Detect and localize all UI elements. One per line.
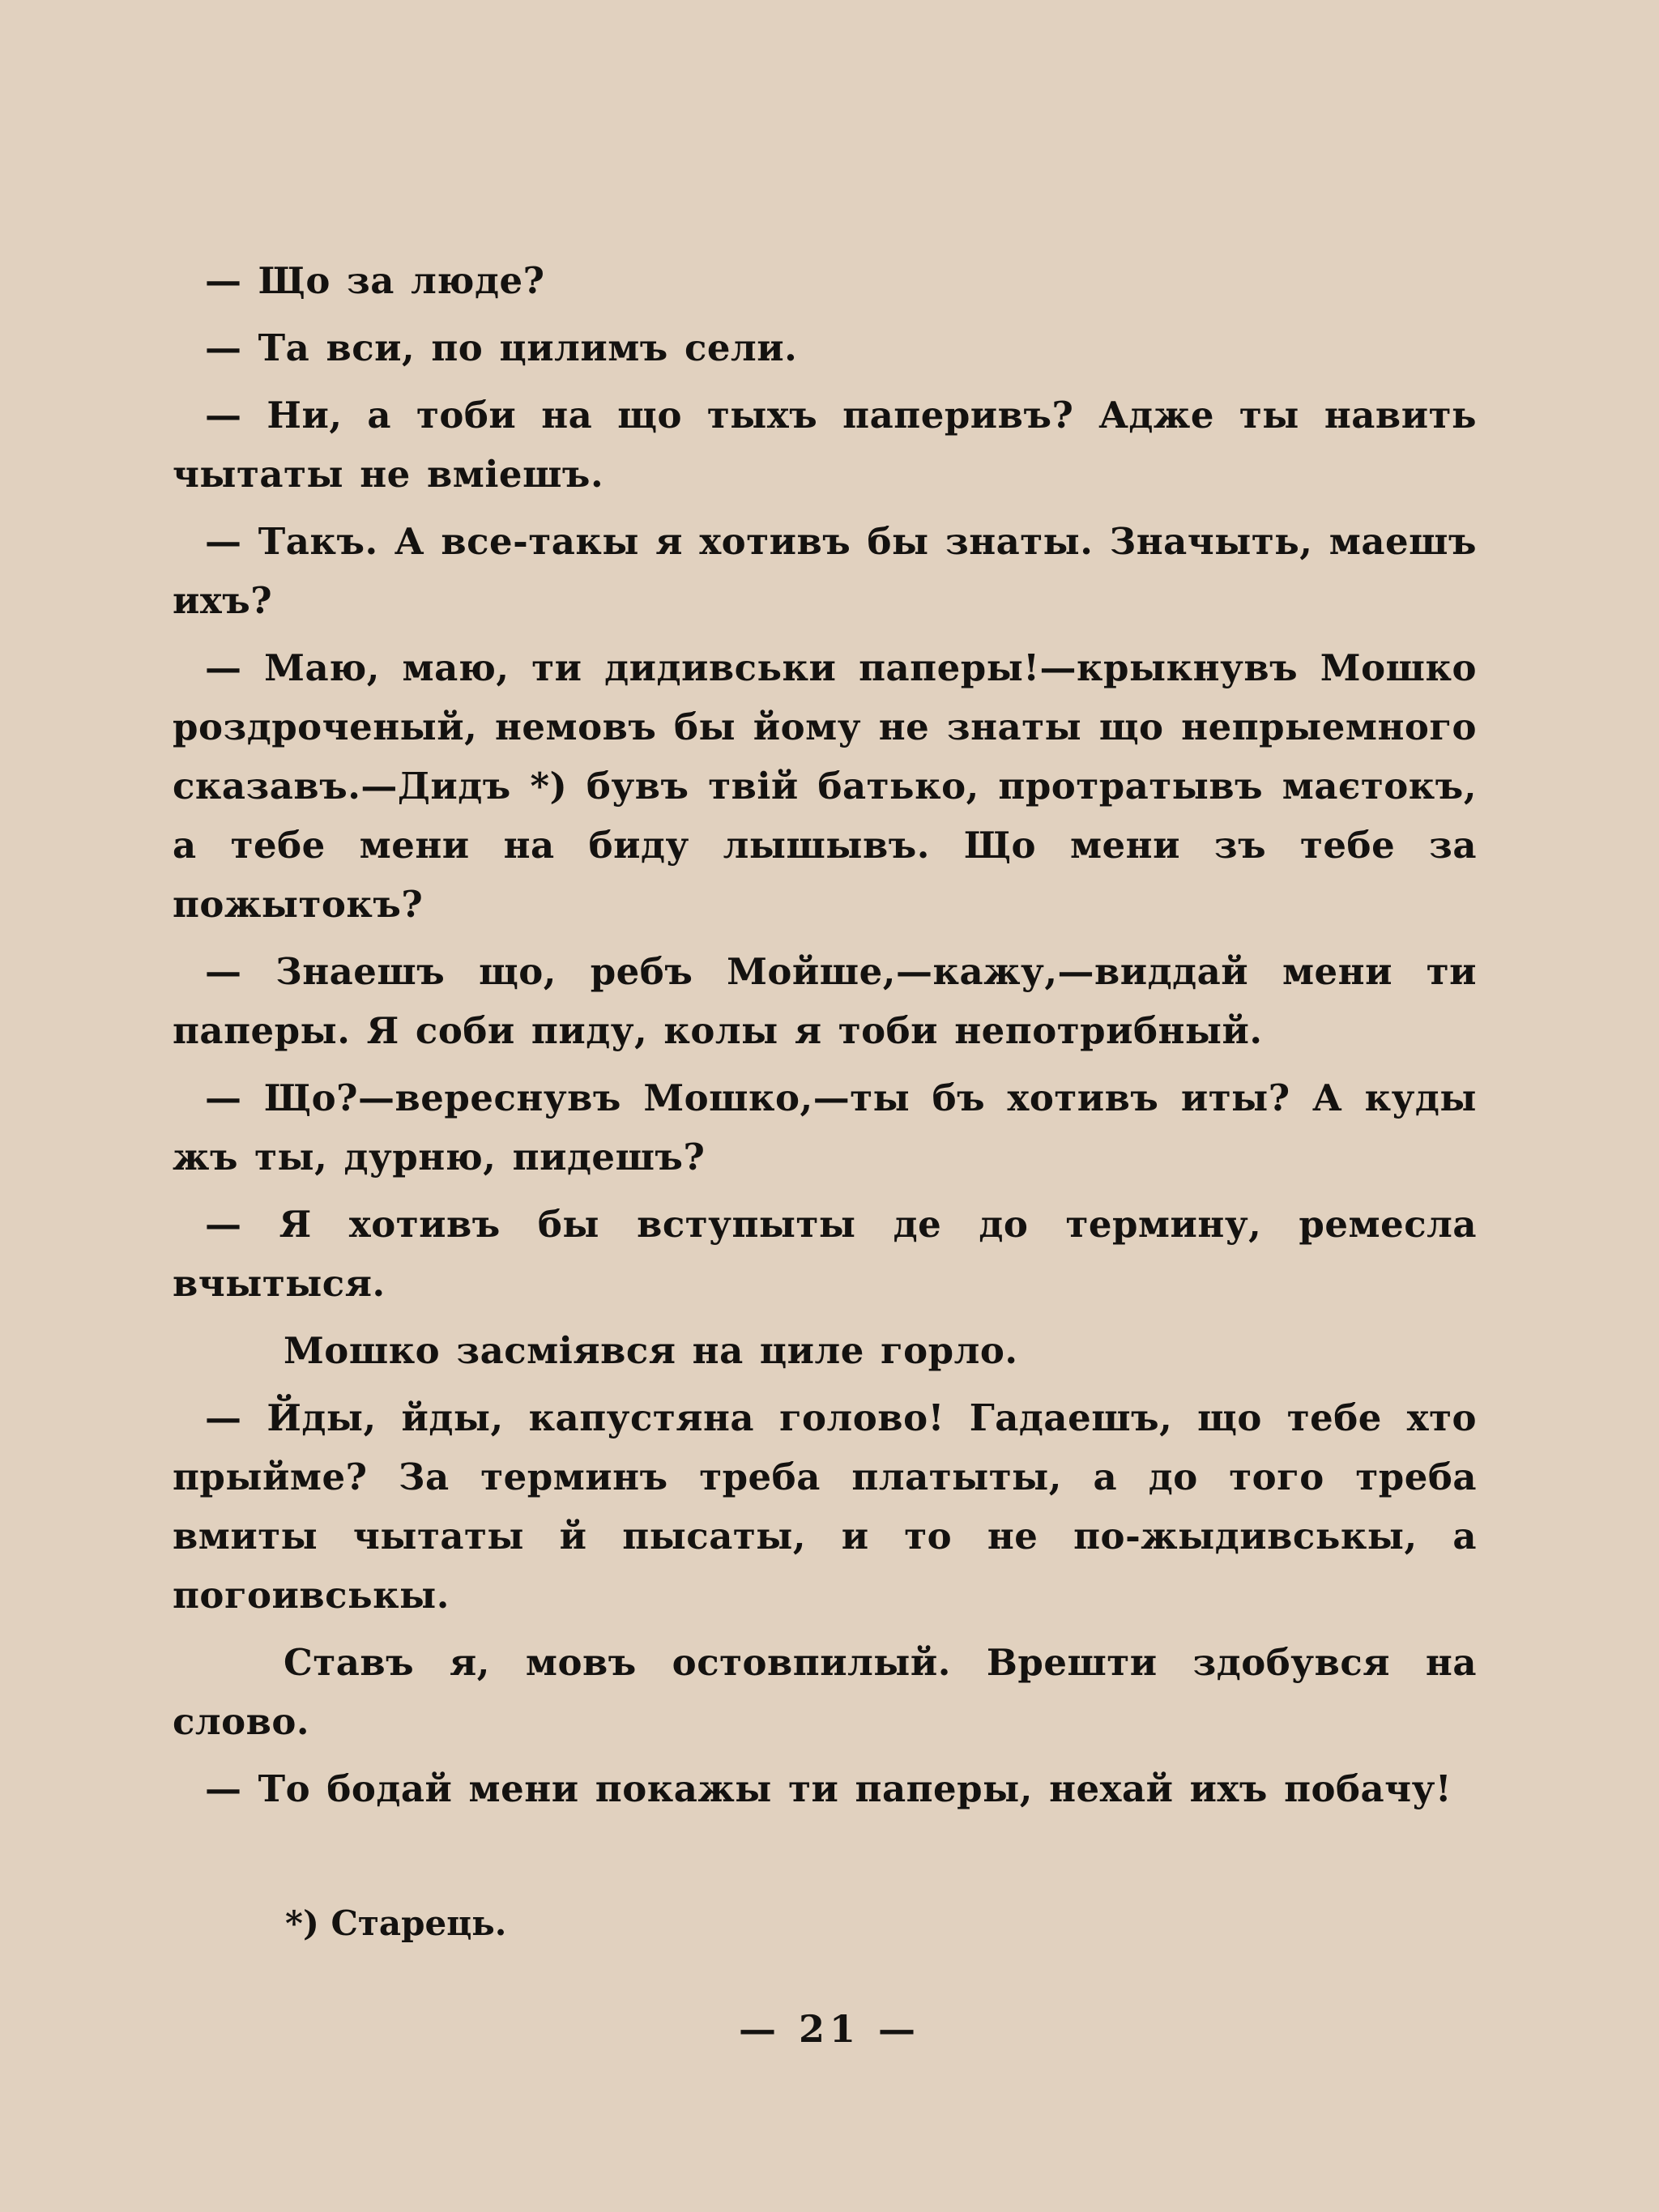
narrative-paragraph: Мошко засміявся на циле горло. <box>284 1329 1018 1372</box>
footnote: *) Старець. <box>285 1903 507 1943</box>
dialogue-paragraph: — Що за люде? <box>205 259 545 302</box>
main-text <box>173 251 1477 1826</box>
dialogue-paragraph: — Маю, маю, ти дидивськи паперы!—крыкнувъ Мошко роздроченый, немовъ бы йому не знаты що непрыемного сказавъ.—Дидъ *) бувъ твій батько, протратывъ маєтокъ, а тебе мени на биду лышывъ. Що мени зъ тебе за пожытокъ? <box>173 646 1477 926</box>
dialogue-paragraph: — Я хотивъ бы вступыты де до термину, ремесла вчытыся. <box>173 1203 1477 1305</box>
page-number: — 21 — <box>738 2007 921 2051</box>
dialogue-paragraph: — Йды, йды, капустяна голово! Гадаешъ, що тебе хто прыйме? За терминъ треба платыты, а до того треба вмиты чытаты й пысаты, и то не по-жыдивськы, а погоивськы. <box>173 1396 1477 1617</box>
dialogue-paragraph: — Такъ. А все-такы я хотивъ бы знаты. Значыть, маешъ ихъ? <box>173 520 1477 622</box>
dialogue-paragraph: — То бодай мени покажы ти паперы, нехай ихъ побачу! <box>205 1767 1452 1810</box>
dialogue-paragraph: — Знаешъ що, ребъ Мойше,—кажу,—виддай мени ти паперы. Я соби пиду, колы я тоби непотрибный. <box>173 950 1477 1052</box>
dialogue-paragraph: — Ни, а тоби на що тыхъ паперивъ? Адже ты навить чытаты не вміешъ. <box>173 394 1477 496</box>
dialogue-paragraph: — Що?—вереснувъ Мошко,—ты бъ хотивъ иты? А куды жъ ты, дурню, пидешъ? <box>173 1076 1477 1178</box>
narrative-paragraph: Ставъ я, мовъ остовпилый. Врешти здобувся на слово. <box>173 1641 1477 1743</box>
dialogue-paragraph: — Та вси, по цилимъ сели. <box>205 326 798 369</box>
